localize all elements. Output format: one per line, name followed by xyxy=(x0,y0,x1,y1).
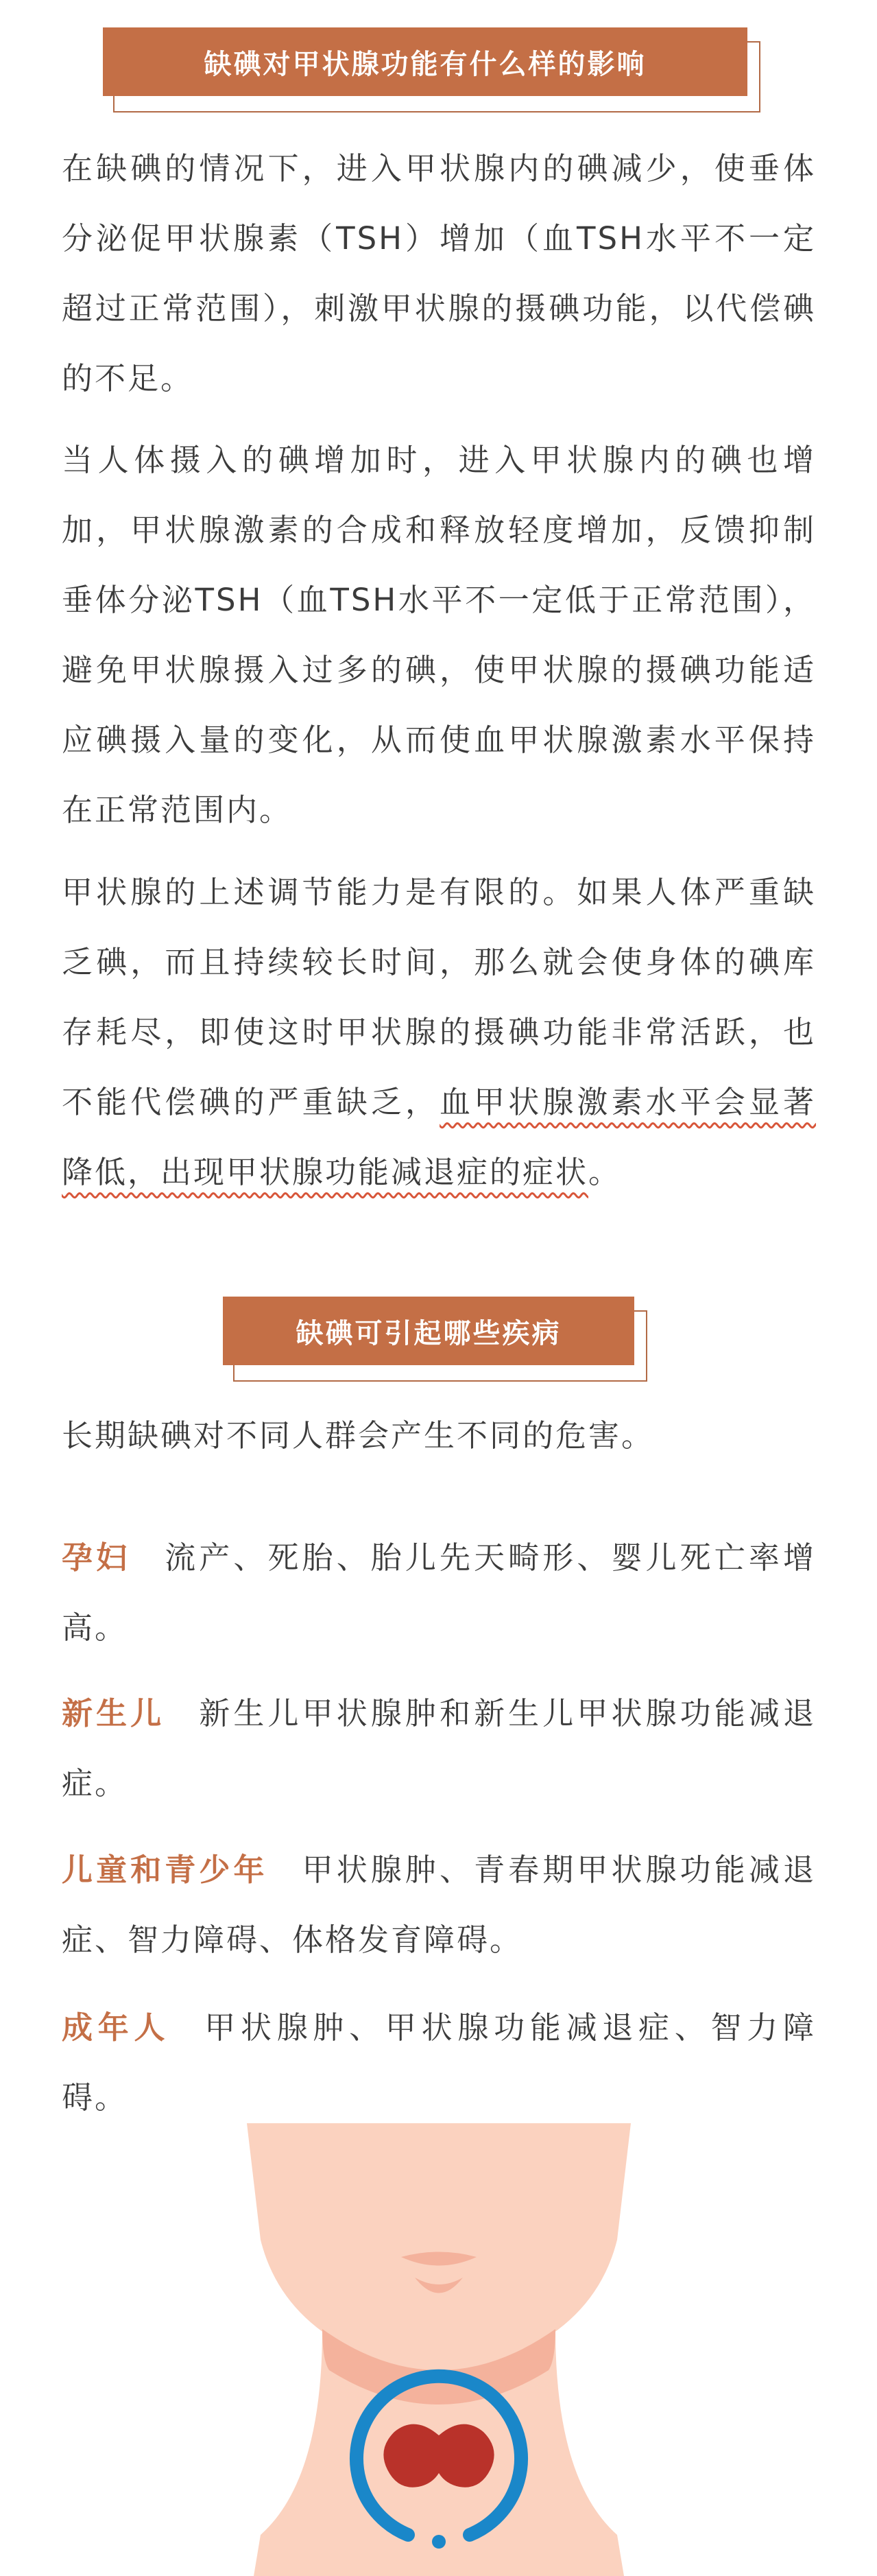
group-text: 流产、死胎、胎儿先天畸形、婴儿死亡率增高。 xyxy=(62,1539,816,1646)
paragraph-2: 当人体摄入的碘增加时，进入甲状腺内的碘也增加，甲状腺激素的合成和释放轻度增加，反馈抑制垂体分泌TSH（血TSH水平不一定低于正常范围），避免甲状腺摄入过多的碘，使甲状腺的摄碘功能适应碘摄入量的变化，从而使血甲状腺激素水平保持在正常范围内。 xyxy=(62,442,816,828)
paragraph-3-end: 。 xyxy=(588,1154,622,1190)
group-item xyxy=(62,1523,816,1663)
group-label: 孕妇 xyxy=(62,1539,131,1576)
group-label: 成年人 xyxy=(62,2009,171,2046)
group-text: 新生儿甲状腺肿和新生儿甲状腺功能减退症。 xyxy=(62,1695,816,1801)
emphasis-text: 血甲状腺激素水平会显著降低，出现甲状腺功能减退症的症状 xyxy=(62,1084,816,1190)
section2-intro: 长期缺碘对不同人群会产生不同的危害。 xyxy=(62,1417,655,1454)
ring-dot-icon xyxy=(432,2535,446,2549)
neck-thyroid-illustration xyxy=(233,2123,645,2576)
chin-shape xyxy=(247,2123,631,2377)
section2-heading xyxy=(223,1297,648,1386)
group-text: 甲状腺肿、青春期甲状腺功能减退症、智力障碍、体格发育障碍。 xyxy=(62,1852,816,1958)
paragraph-3-text: 甲状腺的上述调节能力是有限的。如果人体严重缺乏碘，而且持续较长时间，那么就会使身体的碘库存耗尽，即使这时甲状腺的摄碘功能非常活跃，也不能代偿碘的严重缺乏， xyxy=(62,874,816,1120)
paragraph-3 xyxy=(62,858,816,1207)
section1-title: 缺碘对甲状腺功能有什么样的影响 xyxy=(103,27,747,96)
section2-title: 缺碘可引起哪些疾病 xyxy=(223,1297,634,1365)
group-text: 甲状腺肿、甲状腺功能减退症、智力障碍。 xyxy=(62,2009,816,2116)
group-item xyxy=(62,1835,816,1975)
group-label: 儿童和青少年 xyxy=(62,1852,268,1888)
group-item xyxy=(62,1679,816,1819)
group-item xyxy=(62,1993,816,2133)
group-label: 新生儿 xyxy=(62,1695,165,1732)
paragraph-1: 在缺碘的情况下，进入甲状腺内的碘减少，使垂体分泌促甲状腺素（TSH）增加（血TSH水平不一定超过正常范围），刺激甲状腺的摄碘功能，以代偿碘的不足。 xyxy=(62,150,816,397)
section1-heading xyxy=(103,27,761,117)
